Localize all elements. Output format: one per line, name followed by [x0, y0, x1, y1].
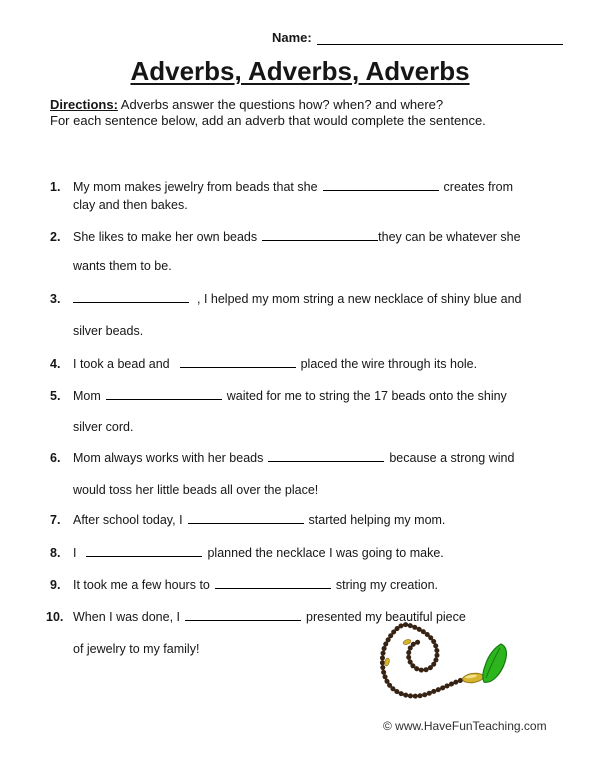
answer-blank[interactable] [323, 178, 439, 191]
question-text-post: , I helped my mom string a new necklace of shiny blue and [197, 292, 522, 306]
question-text-post: started helping my mom. [308, 513, 446, 527]
question-text-post: waited for me to string the 17 beads onto the shiny [226, 389, 507, 403]
question-8 [50, 544, 560, 561]
page-title: Adverbs, Adverbs, Adverbs [130, 56, 470, 86]
question-number: 2. [50, 230, 61, 244]
question-1 [50, 178, 560, 213]
name-input-line[interactable] [317, 31, 563, 45]
answer-blank[interactable] [73, 290, 189, 303]
question-text-pre: When I was done, I [73, 610, 181, 624]
question-text-pre: Mom always works with her beads [73, 451, 264, 465]
question-text-line2: wants them to be. [73, 259, 172, 273]
question-text-pre: It took me a few hours to [73, 578, 210, 592]
question-text-post: creates from [443, 180, 513, 194]
question-number: 4. [50, 357, 61, 371]
answer-blank[interactable] [185, 608, 301, 621]
question-text-post: planned the necklace I was going to make. [207, 546, 444, 560]
question-number: 1. [50, 180, 61, 194]
gold-clasp [462, 672, 484, 684]
name-label: Name: [272, 30, 312, 45]
question-text-pre: She likes to make her own beads [73, 230, 258, 244]
leaf-pendant [483, 644, 507, 682]
question-5 [50, 387, 560, 435]
question-text-post: because a strong wind [389, 451, 515, 465]
question-text-post: presented my beautiful piece [306, 610, 466, 624]
directions-text: Adverbs answer the questions how? when? and where? [117, 97, 444, 112]
question-number: 7. [50, 513, 61, 527]
question-text-line2: would toss her little beads all over the place! [73, 483, 319, 497]
question-text-pre: I [73, 546, 77, 560]
question-text-post: placed the wire through its hole. [300, 357, 478, 371]
question-text-post: string my creation. [335, 578, 438, 592]
answer-blank[interactable] [188, 511, 304, 524]
question-text-pre: After school today, I [73, 513, 183, 527]
directions-line2: For each sentence below, add an adverb that would complete the sentence. [50, 113, 486, 128]
answer-blank[interactable] [262, 228, 378, 241]
question-number: 8. [50, 546, 61, 560]
directions [50, 97, 550, 129]
directions-label: Directions: [50, 97, 118, 112]
beaded-necklace-image [372, 610, 512, 705]
question-number: 5. [50, 389, 61, 403]
answer-blank[interactable] [106, 387, 222, 400]
answer-blank[interactable] [215, 576, 331, 589]
question-4 [50, 355, 560, 372]
answer-blank[interactable] [268, 449, 384, 462]
question-text-post: they can be whatever she [378, 230, 521, 244]
question-number: 6. [50, 451, 61, 465]
question-text-line2: silver beads. [73, 324, 144, 338]
question-7 [50, 511, 560, 528]
question-text-pre: My mom makes jewelry from beads that she [73, 180, 318, 194]
question-2 [50, 228, 560, 274]
answer-blank[interactable] [180, 355, 296, 368]
question-9 [50, 576, 560, 593]
answer-blank[interactable] [86, 544, 202, 557]
question-number: 3. [50, 292, 61, 306]
question-text-pre: Mom [73, 389, 101, 403]
name-row [272, 30, 563, 45]
question-text-line2: silver cord. [73, 420, 134, 434]
question-6 [50, 449, 560, 498]
question-number: 10. [46, 610, 64, 624]
question-text-pre: I took a bead and [73, 357, 170, 371]
gold-accent-bead [402, 639, 411, 646]
question-number: 9. [50, 578, 61, 592]
question-text-line2: of jewelry to my family! [73, 642, 200, 656]
directions-line1 [50, 97, 550, 113]
footer-credit: © www.HaveFunTeaching.com [383, 719, 547, 733]
gold-accent-bead [384, 658, 390, 667]
question-text-line2: clay and then bakes. [73, 198, 188, 212]
question-3 [50, 290, 560, 339]
